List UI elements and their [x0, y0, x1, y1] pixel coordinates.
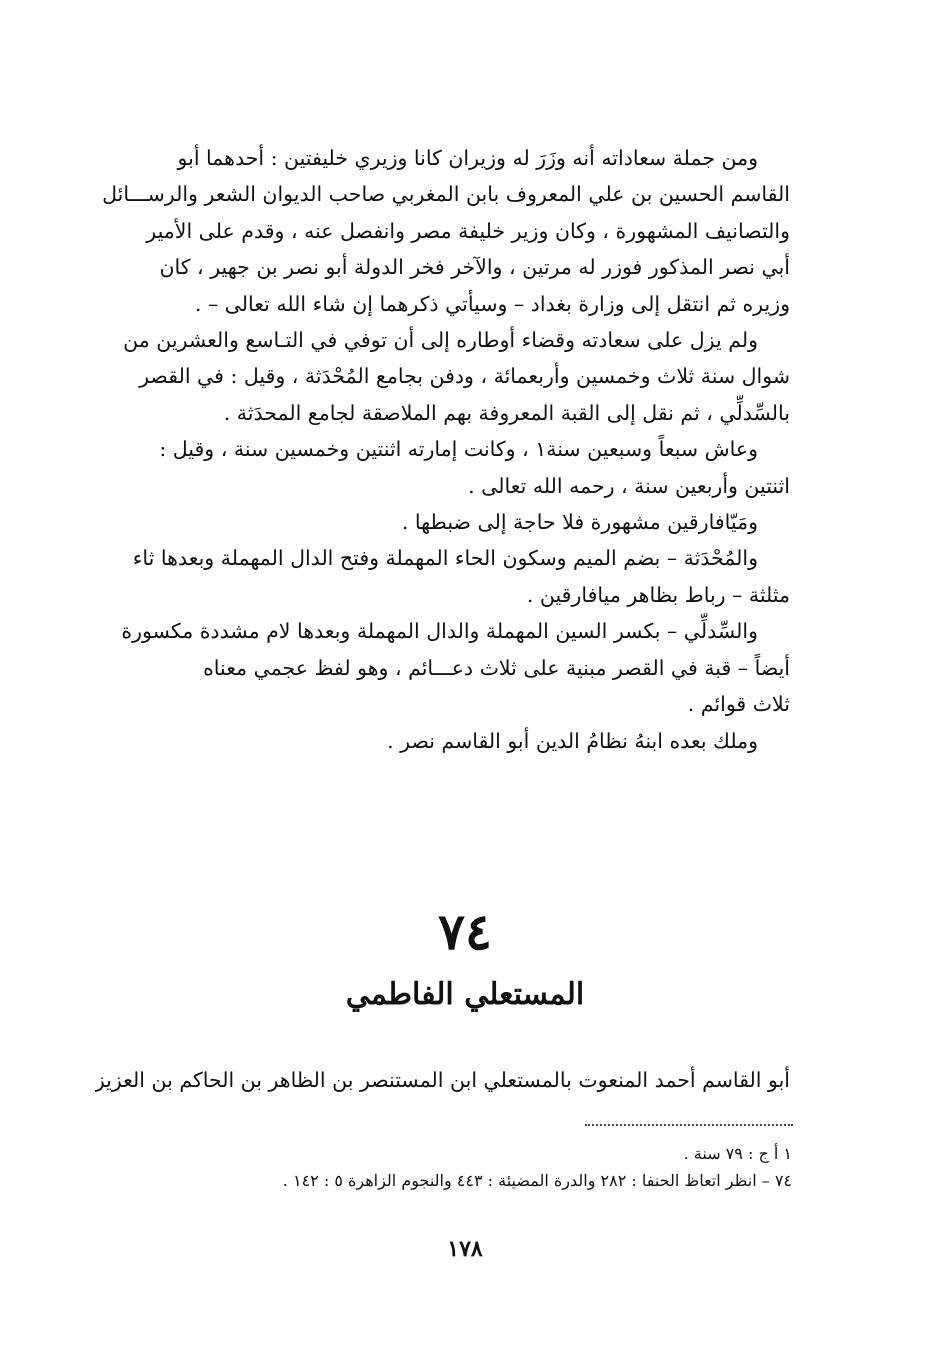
footnote: ٧٤ – انظر اتعاظ الحنفا : ٢٨٢ والدرة المضيئة : ٤٤٣ والنجوم الزاهرة ٥ : ١٤٢ . — [282, 1171, 792, 1190]
text-line: شوال سنة ثلاث وخمسين وأربعمائة ، ودفن بجامع المُحْدَثة ، وقيل : في القصر — [139, 364, 790, 389]
text-line: ومن جملة سعاداته أنه وزَرَ له وزيران كانا وزيري خليفتين : أحدهما أبو — [177, 146, 758, 170]
page-number: ١٧٨ — [447, 1236, 483, 1262]
text-line: ثلاث قوائم . — [687, 692, 790, 717]
body-text — [95, 140, 790, 759]
text-line: والمُحْدَثة – بضم الميم وسكون الحاء المهملة وفتح الدال المهملة وبعدها ثاء — [132, 546, 758, 571]
paragraph — [95, 322, 790, 431]
entry-title: المستعلي الفاطمي — [345, 977, 585, 1012]
entry-number: ٧٤ — [438, 902, 492, 961]
paragraph — [95, 613, 790, 722]
text-line: أيضاً – قبة في القصر مبنية على ثلاث دعـــائم ، وهو لفظ عجمي معناه — [203, 655, 790, 680]
text-line: أبي نصر المذكور فوزر له مرتين ، والآخر فخر الدولة أبو نصر بن جهير ، كان — [159, 255, 790, 280]
text-line: القاسم الحسين بن علي المعروف بابن المغربي صاحب الديوان الشعر والرســـائل — [102, 182, 790, 207]
text-line: اثنتين وأربعين سنة ، رحمه الله تعالى . — [468, 473, 790, 498]
footnote: ١ أ ج : ٧٩ سنة . — [683, 1144, 792, 1163]
text-line: بالسِّدلِّي ، ثم نقل إلى القبة المعروفة بهم الملاصقة لجامع المحدَثة . — [223, 400, 790, 425]
paragraph — [95, 540, 790, 613]
footnotes — [160, 1140, 792, 1194]
paragraph — [95, 140, 790, 322]
text-line: مثلثة – رباط بظاهر ميافارقين . — [526, 582, 790, 607]
footnote-divider — [585, 1124, 793, 1126]
paragraph — [95, 723, 790, 759]
paragraph — [95, 504, 790, 540]
text-line: والسِّدلِّي – بكسر السين المهملة والدال المهملة وبعدها لام مشددة مكسورة — [121, 619, 758, 644]
text-line: وعاش سبعاً وسبعين سنة١ ، وكانت إمارته اثنتين وخمسين سنة ، وقيل : — [159, 437, 758, 462]
entry-first-line: أبو القاسم أحمد المنعوت بالمستعلي ابن المستنصر بن الظاهر بن الحاكم بن العزيز — [95, 1068, 790, 1092]
text-line: والتصانيف المشهورة ، وكان وزير خليفة مصر وانفصل عنه ، وقدم على الأمير — [146, 218, 790, 243]
text-line: وزيره ثم انتقل إلى وزارة بغداد – وسيأتي ذكرهما إن شاء الله تعالى – . — [194, 291, 790, 316]
text-line: ولم يزل على سعادته وقضاء أوطاره إلى أن توفي في التـاسع والعشرين من — [123, 328, 758, 353]
paragraph — [95, 431, 790, 504]
text-line: ومَيّافارقين مشهورة فلا حاجة إلى ضبطها . — [401, 510, 758, 535]
text-line: وملك بعده ابنهُ نظامُ الدين أبو القاسم نصر . — [387, 728, 758, 753]
